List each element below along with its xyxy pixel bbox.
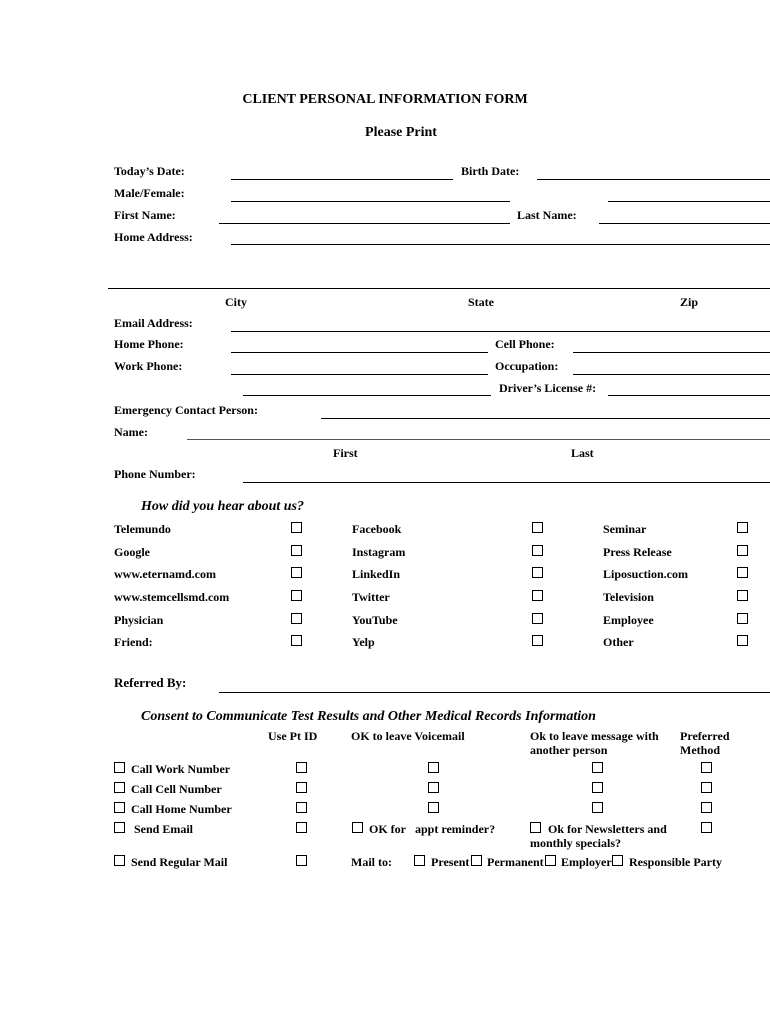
source-label: Employee (603, 613, 654, 627)
col-preferred-line1: Preferred (680, 729, 730, 743)
message-checkbox[interactable] (592, 762, 603, 773)
source-label: LinkedIn (352, 567, 401, 581)
send-email-label: Send Email (134, 822, 194, 836)
first-name-field[interactable] (219, 223, 510, 224)
extra-line-left[interactable] (243, 395, 491, 396)
todays-date-field[interactable] (231, 179, 453, 180)
newsletters-label-line2: monthly specials? (530, 836, 622, 850)
preferred-checkbox[interactable] (701, 782, 712, 793)
use-pt-id-checkbox[interactable] (296, 822, 307, 833)
newsletters-checkbox[interactable] (530, 822, 541, 833)
present-checkbox[interactable] (414, 855, 425, 866)
present-label: Present (431, 855, 470, 869)
email-label: Email Address: (114, 316, 193, 330)
call-cell-checkbox[interactable] (114, 782, 125, 793)
source-label: Instagram (352, 545, 406, 559)
call-cell-label: Call Cell Number (131, 782, 222, 796)
col-voicemail: OK to leave Voicemail (351, 729, 465, 743)
message-checkbox[interactable] (592, 802, 603, 813)
drivers-license-field[interactable] (608, 395, 770, 396)
newsletters-label-line1: Ok for Newsletters and (548, 822, 667, 836)
source-checkbox[interactable] (532, 567, 543, 578)
source-checkbox[interactable] (737, 567, 748, 578)
source-checkbox[interactable] (532, 613, 543, 624)
page-title: CLIENT PERSONAL INFORMATION FORM (242, 92, 528, 107)
home-phone-label: Home Phone: (114, 337, 184, 351)
preferred-checkbox[interactable] (701, 802, 712, 813)
col-use-pt-id: Use Pt ID (268, 729, 318, 743)
send-mail-checkbox[interactable] (114, 855, 125, 866)
address-line-2[interactable] (108, 288, 770, 289)
send-mail-label: Send Regular Mail (131, 855, 228, 869)
source-checkbox[interactable] (737, 522, 748, 533)
message-checkbox[interactable] (592, 782, 603, 793)
referred-by-field[interactable] (219, 692, 770, 693)
source-checkbox[interactable] (737, 590, 748, 601)
use-pt-id-checkbox[interactable] (296, 855, 307, 866)
call-home-label: Call Home Number (131, 802, 232, 816)
preferred-checkbox[interactable] (701, 822, 712, 833)
city-label: City (225, 295, 247, 309)
extra-field-line[interactable] (608, 201, 770, 202)
consent-heading: Consent to Communicate Test Results and Other Medical Records Information (141, 709, 596, 724)
ok-for-label: OK for (369, 822, 406, 836)
male-female-field[interactable] (231, 201, 510, 202)
use-pt-id-checkbox[interactable] (296, 802, 307, 813)
mail-to-label: Mail to: (351, 855, 392, 869)
email-field[interactable] (231, 331, 770, 332)
source-label: Facebook (352, 522, 402, 536)
home-address-label: Home Address: (114, 230, 193, 244)
source-checkbox[interactable] (291, 613, 302, 624)
emergency-phone-label: Phone Number: (114, 467, 196, 481)
source-label: Friend: (114, 635, 153, 649)
birth-date-field[interactable] (537, 179, 770, 180)
use-pt-id-checkbox[interactable] (296, 782, 307, 793)
source-label: Liposuction.com (603, 567, 689, 581)
source-checkbox[interactable] (737, 545, 748, 556)
voicemail-checkbox[interactable] (428, 762, 439, 773)
occupation-field[interactable] (573, 374, 770, 375)
source-label: Google (114, 545, 150, 559)
source-label: www.eternamd.com (114, 567, 216, 581)
zip-label: Zip (680, 295, 699, 309)
source-label: Press Release (603, 545, 672, 559)
source-label: Other (603, 635, 634, 649)
male-female-label: Male/Female: (114, 186, 185, 200)
work-phone-field[interactable] (231, 374, 488, 375)
occupation-label: Occupation: (495, 359, 559, 373)
col-message-line1: Ok to leave message with (530, 729, 659, 743)
voicemail-checkbox[interactable] (428, 782, 439, 793)
source-label: YouTube (352, 613, 398, 627)
preferred-checkbox[interactable] (701, 762, 712, 773)
emergency-name-field[interactable] (187, 439, 770, 440)
employer-label: Employer (561, 855, 612, 869)
responsible-party-label: Responsible Party (629, 855, 722, 869)
source-label: Seminar (603, 522, 647, 536)
state-label: State (468, 295, 494, 309)
hear-about-heading: How did you hear about us? (141, 499, 304, 514)
source-checkbox[interactable] (737, 635, 748, 646)
source-label: Physician (114, 613, 164, 627)
todays-date-label: Today’s Date: (114, 164, 185, 178)
source-checkbox[interactable] (291, 635, 302, 646)
use-pt-id-checkbox[interactable] (296, 762, 307, 773)
source-label: Television (603, 590, 654, 604)
work-phone-label: Work Phone: (114, 359, 183, 373)
page-subtitle: Please Print (365, 125, 437, 140)
drivers-license-label: Driver’s License #: (499, 381, 597, 395)
emergency-contact-field[interactable] (321, 418, 770, 419)
source-checkbox[interactable] (291, 545, 302, 556)
employer-checkbox[interactable] (545, 855, 556, 866)
source-checkbox[interactable] (737, 613, 748, 624)
home-phone-field[interactable] (231, 352, 488, 353)
emergency-phone-field[interactable] (243, 482, 770, 483)
source-checkbox[interactable] (291, 522, 302, 533)
cell-phone-field[interactable] (573, 352, 770, 353)
first-name-label: First Name: (114, 208, 176, 222)
source-checkbox[interactable] (532, 522, 543, 533)
first-sub-label: First (333, 446, 358, 460)
last-sub-label: Last (571, 446, 594, 460)
permanent-label: Permanent (487, 855, 544, 869)
emergency-contact-label: Emergency Contact Person: (114, 403, 258, 417)
source-checkbox[interactable] (532, 590, 543, 601)
source-checkbox[interactable] (291, 567, 302, 578)
col-preferred-line2: Method (680, 743, 720, 757)
col-message-line2: another person (530, 743, 608, 757)
source-checkbox[interactable] (532, 545, 543, 556)
voicemail-checkbox[interactable] (428, 802, 439, 813)
last-name-field[interactable] (599, 223, 770, 224)
source-checkbox[interactable] (291, 590, 302, 601)
call-work-checkbox[interactable] (114, 762, 125, 773)
source-label: www.stemcellsmd.com (114, 590, 230, 604)
send-email-checkbox[interactable] (114, 822, 125, 833)
home-address-field[interactable] (231, 244, 770, 245)
referred-by-label: Referred By: (114, 675, 187, 690)
responsible-party-checkbox[interactable] (612, 855, 623, 866)
source-label: Twitter (352, 590, 390, 604)
source-checkbox[interactable] (532, 635, 543, 646)
birth-date-label: Birth Date: (461, 164, 520, 178)
emergency-name-label: Name: (114, 425, 148, 439)
last-name-label: Last Name: (517, 208, 577, 222)
call-home-checkbox[interactable] (114, 802, 125, 813)
appt-reminder-label: appt reminder? (415, 822, 496, 836)
source-label: Telemundo (114, 522, 171, 536)
appt-reminder-checkbox[interactable] (352, 822, 363, 833)
call-work-label: Call Work Number (131, 762, 231, 776)
source-label: Yelp (352, 635, 375, 649)
cell-phone-label: Cell Phone: (495, 337, 555, 351)
permanent-checkbox[interactable] (471, 855, 482, 866)
